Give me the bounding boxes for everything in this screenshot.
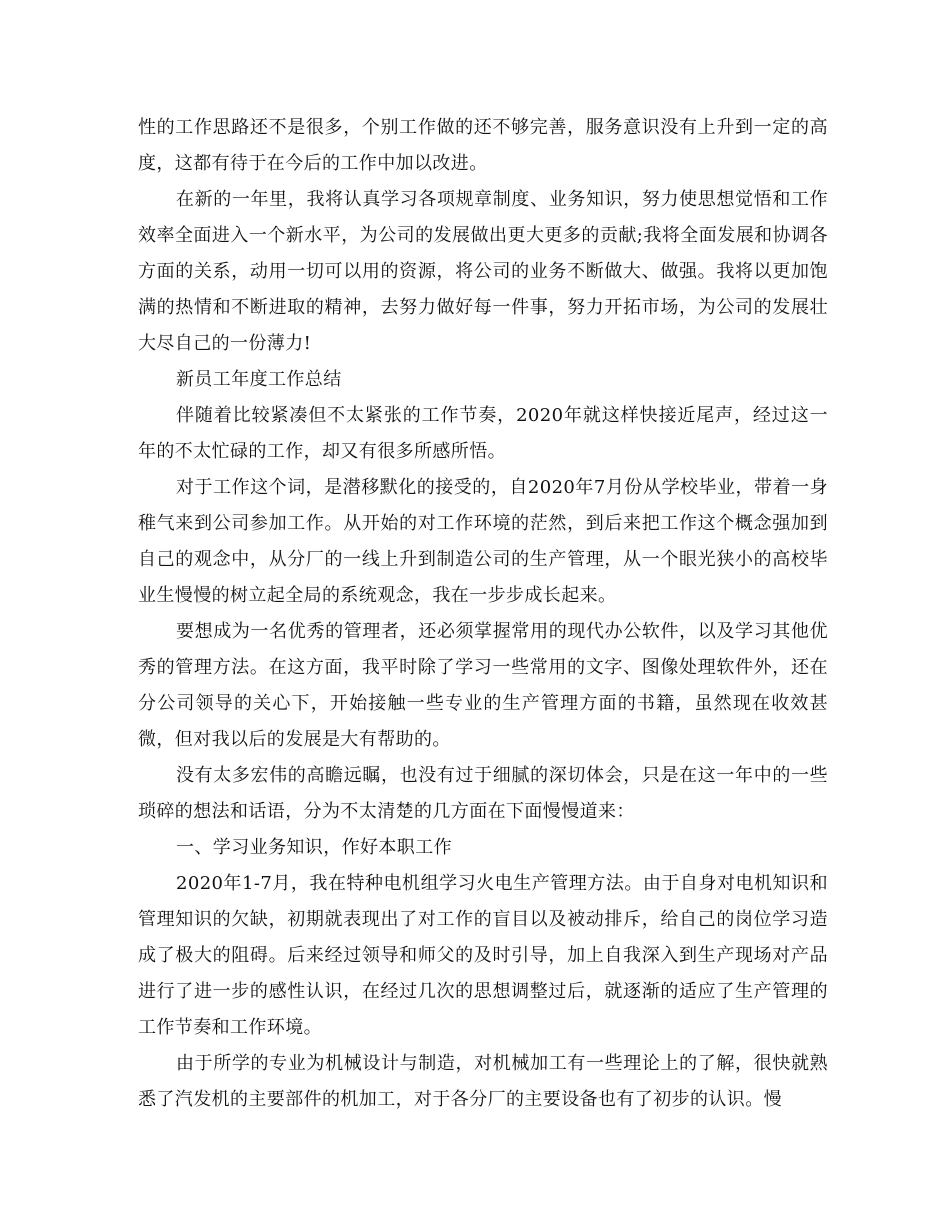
- paragraph-3: 伴随着比较紧凑但不太紧张的工作节奏，2020年就这样快接近尾声，经过这一年的不太忙碌的工作，却又有很多所感所悟。: [138, 405, 828, 462]
- paragraph-8: 由于所学的专业为机械设计与制造，对机械加工有一些理论上的了解，很快就熟悉了汽发机的主要部件的机加工，对于各分厂的主要设备也有了初步的认识。慢: [138, 1053, 828, 1110]
- paragraph-6: 没有太多宏伟的高瞻远瞩，也没有过于细腻的深切体会，只是在这一年中的一些琐碎的想法和话语，分为不太清楚的几方面在下面慢慢道来：: [138, 765, 828, 822]
- paragraph-4: 对于工作这个词，是潜移默化的接受的，自2020年7月份从学校毕业，带着一身稚气来到公司参加工作。从开始的对工作环境的茫然，到后来把工作这个概念强加到自己的观念中，从分厂的一线上升到制造公司的生产管理，从一个眼光狭小的高校毕业生慢慢的树立起全局的系统观念，我在一步步成长起来。: [138, 477, 828, 606]
- paragraph-7: 2020年1-7月，我在特种电机组学习火电生产管理方法。由于自身对电机知识和管理知识的欠缺，初期就表现出了对工作的盲目以及被动排斥，给自己的岗位学习造成了极大的阻碍。后来经过领导和师父的及时引导，加上自我深入到生产现场对产品进行了进一步的感性认识，在经过几次的思想调整过后，就逐渐的适应了生产管理的工作节奏和工作环境。: [138, 873, 828, 1038]
- document-body: [138, 110, 828, 1118]
- section-title: 新员工年度工作总结: [176, 369, 342, 390]
- paragraph-1: 性的工作思路还不是很多，个别工作做的还不够完善，服务意识没有上升到一定的高度，这都有待于在今后的工作中加以改进。: [138, 117, 828, 174]
- subsection-heading: 一、学习业务知识，作好本职工作: [176, 837, 452, 858]
- paragraph-2: 在新的一年里，我将认真学习各项规章制度、业务知识，努力使思想觉悟和工作效率全面进入一个新水平，为公司的发展做出更大更多的贡献;我将全面发展和协调各方面的关系，动用一切可以用的资源，将公司的业务不断做大、做强。我将以更加饱满的热情和不断进取的精神，去努力做好每一件事，努力开拓市场，为公司的发展壮大尽自己的一份薄力!: [138, 189, 828, 354]
- paragraph-5: 要想成为一名优秀的管理者，还必须掌握常用的现代办公软件，以及学习其他优秀的管理方法。在这方面，我平时除了学习一些常用的文字、图像处理软件外，还在分公司领导的关心下，开始接触一些专业的生产管理方面的书籍，虽然现在收效甚微，但对我以后的发展是大有帮助的。: [138, 621, 828, 750]
